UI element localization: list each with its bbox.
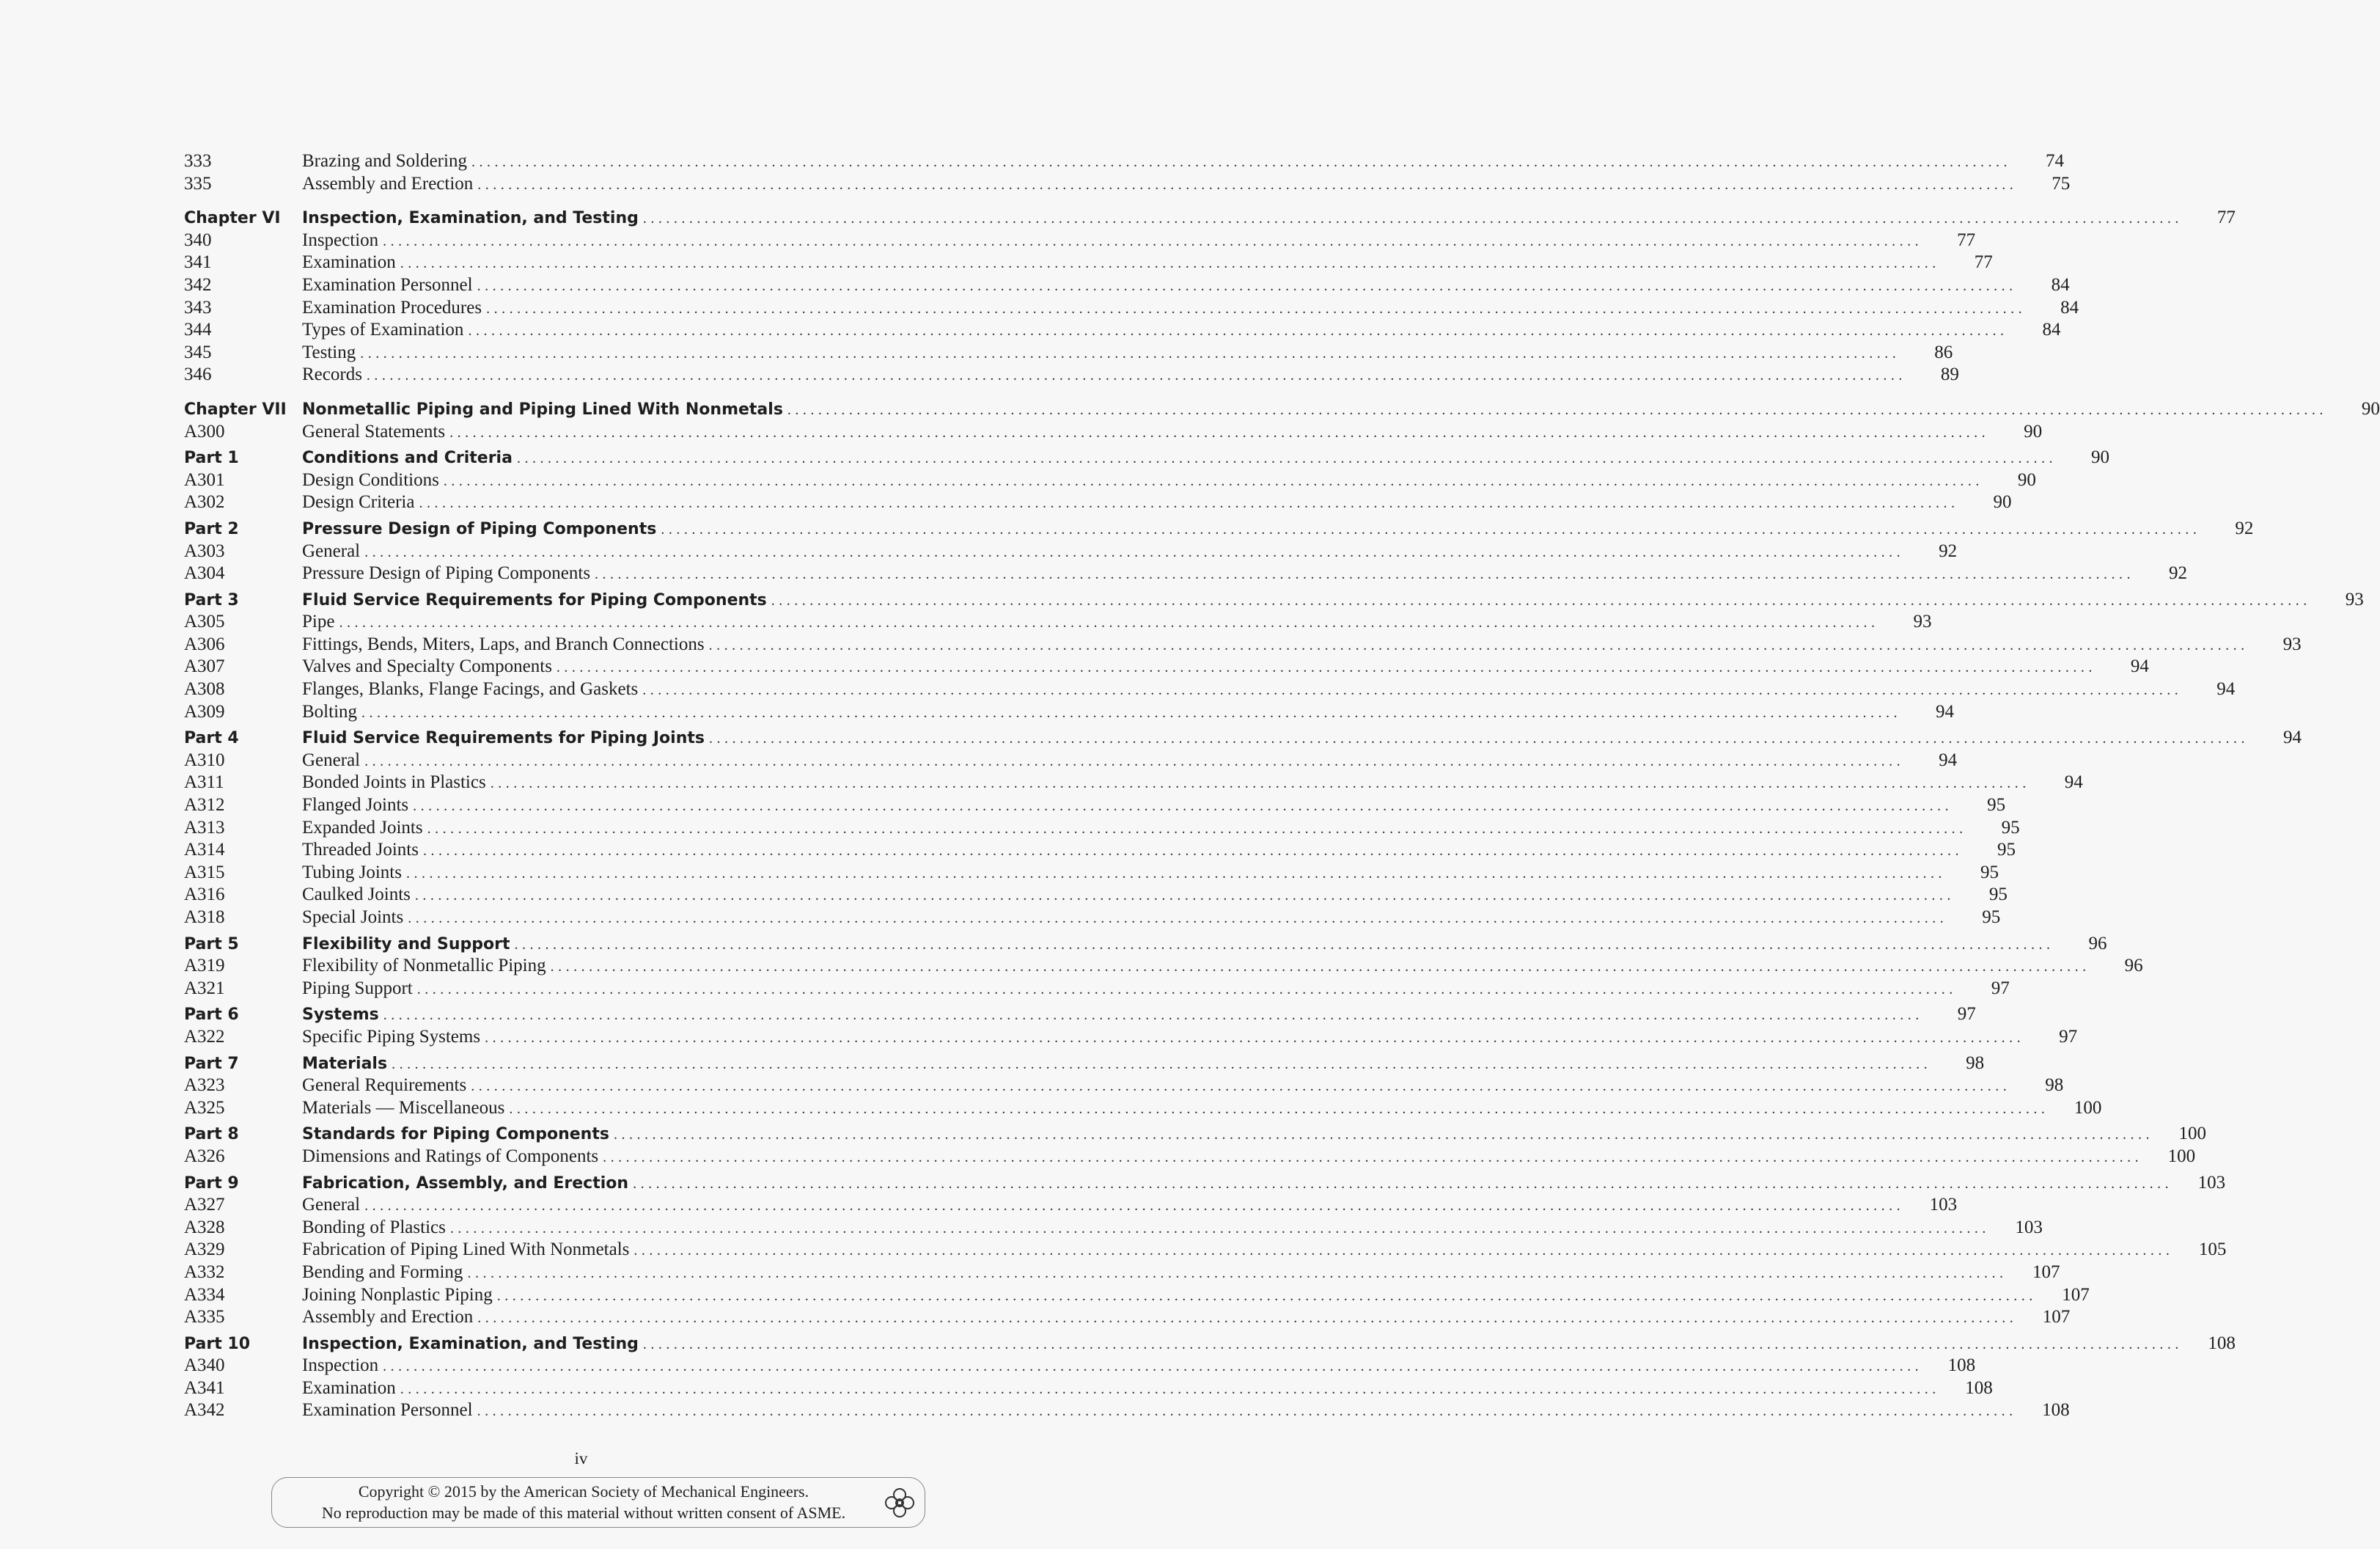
toc-entry-title: Dimensions and Ratings of Components bbox=[302, 1146, 599, 1166]
toc-entry-number: A309 bbox=[184, 701, 225, 722]
dot-leader: ........................................................................................................................................................................................................ bbox=[661, 521, 2201, 538]
toc-entry bbox=[184, 794, 2006, 817]
toc-entry-page: 108 bbox=[2042, 1400, 2070, 1421]
toc-entry-page: 93 bbox=[2282, 634, 2302, 654]
dot-leader: ........................................................................................................................................................................................................ bbox=[642, 682, 2183, 699]
toc-entry bbox=[184, 772, 2083, 794]
toc-entry-title: Records bbox=[302, 365, 362, 385]
toc-entry-title: Fabrication of Piping Lined With Nonmetals bbox=[302, 1239, 630, 1260]
toc-entry-page: 93 bbox=[2345, 589, 2364, 609]
dot-leader: ........................................................................................................................................................................................................ bbox=[471, 1078, 2011, 1095]
toc-entry-number: A329 bbox=[184, 1239, 225, 1260]
toc-entry-number: A300 bbox=[184, 421, 225, 442]
toc-entry-number: 341 bbox=[184, 252, 212, 273]
dot-leader: ........................................................................................................................................................................................................ bbox=[514, 936, 2054, 953]
toc-entry-page: 89 bbox=[1940, 365, 1959, 385]
toc-entry-title: Fluid Service Requirements for Piping Components bbox=[302, 590, 767, 609]
toc-entry bbox=[184, 319, 2061, 342]
table-of-contents bbox=[184, 150, 2380, 1422]
dot-leader: ........................................................................................................................................................................................................ bbox=[486, 300, 2027, 317]
toc-entry-number: A313 bbox=[184, 817, 225, 838]
toc-entry-page: 90 bbox=[2017, 469, 2036, 490]
dot-leader: ........................................................................................................................................................................................................ bbox=[414, 887, 1955, 904]
toc-entry-page: 95 bbox=[1997, 840, 2016, 860]
dot-leader: ........................................................................................................................................................................................................ bbox=[496, 1287, 2037, 1304]
toc-entry-page: 90 bbox=[1993, 492, 2012, 513]
toc-entry-number: 345 bbox=[184, 342, 212, 362]
dot-leader: ........................................................................................................................................................................................................ bbox=[419, 495, 1959, 512]
toc-entry-title: Bolting bbox=[302, 701, 358, 722]
toc-entry-title: Bonded Joints in Plastics bbox=[302, 772, 486, 793]
toc-entry-number: 343 bbox=[184, 297, 212, 318]
dot-leader: ........................................................................................................................................................................................................ bbox=[449, 424, 1990, 441]
toc-entry bbox=[184, 274, 2070, 297]
toc-entry-page: 86 bbox=[1934, 342, 1953, 362]
toc-entry-title: Design Criteria bbox=[302, 492, 415, 513]
toc-entry-title: Flexibility and Support bbox=[302, 934, 510, 953]
toc-entry-number: A306 bbox=[184, 634, 225, 654]
dot-leader: ........................................................................................................................................................................................................ bbox=[383, 1358, 1923, 1375]
toc-entry-number: Part 4 bbox=[184, 729, 239, 748]
dot-leader: ........................................................................................................................................................................................................ bbox=[477, 1310, 2018, 1327]
toc-entry-number: 344 bbox=[184, 320, 212, 340]
dot-leader: ........................................................................................................................................................................................................ bbox=[477, 1403, 2017, 1420]
toc-entry-page: 103 bbox=[1929, 1195, 1958, 1215]
toc-entry-number: Chapter VI bbox=[184, 209, 281, 228]
toc-entry bbox=[184, 342, 1953, 365]
toc-entry-number: Part 9 bbox=[184, 1173, 239, 1193]
toc-entry-number: A304 bbox=[184, 563, 225, 584]
toc-entry-number: Part 1 bbox=[184, 449, 239, 468]
toc-entry-title: Examination Personnel bbox=[302, 274, 473, 295]
toc-entry-page: 95 bbox=[1980, 862, 1999, 882]
toc-entry-title: Conditions and Criteria bbox=[302, 449, 513, 468]
toc-entry-title: Standards for Piping Components bbox=[302, 1125, 609, 1144]
toc-entry-number: A301 bbox=[184, 469, 225, 490]
toc-entry-page: 94 bbox=[1939, 750, 1958, 770]
toc-entry bbox=[184, 750, 1958, 772]
toc-entry-number: A311 bbox=[184, 772, 224, 793]
dot-leader: ........................................................................................................................................................................................................ bbox=[642, 1336, 2183, 1352]
toc-entry-page: 94 bbox=[2130, 656, 2149, 677]
dot-leader: ........................................................................................................................................................................................................ bbox=[550, 959, 2090, 975]
toc-entry-title: Caulked Joints bbox=[302, 885, 411, 905]
toc-entry-number: A321 bbox=[184, 978, 225, 998]
dot-leader: ........................................................................................................................................................................................................ bbox=[642, 210, 2183, 227]
toc-entry-title: Valves and Specialty Components bbox=[302, 656, 552, 677]
toc-entry-number: Part 3 bbox=[184, 590, 239, 609]
toc-entry bbox=[184, 634, 2302, 656]
toc-entry bbox=[184, 1172, 2226, 1195]
toc-entry bbox=[184, 862, 1999, 885]
toc-entry-number: 340 bbox=[184, 230, 212, 250]
toc-entry-title: Fluid Service Requirements for Piping Joints bbox=[302, 729, 705, 748]
toc-entry-number: A332 bbox=[184, 1261, 225, 1282]
toc-entry-page: 96 bbox=[2088, 933, 2107, 953]
toc-entry-number: A340 bbox=[184, 1355, 225, 1376]
dot-leader: ........................................................................................................................................................................................................ bbox=[400, 255, 1940, 272]
toc-entry-title: Inspection bbox=[302, 1355, 379, 1376]
toc-entry bbox=[184, 678, 2236, 701]
toc-entry-number: A308 bbox=[184, 679, 225, 700]
toc-entry bbox=[184, 1399, 2070, 1422]
toc-entry bbox=[184, 839, 2016, 862]
dot-leader: ........................................................................................................................................................................................................ bbox=[360, 345, 1900, 362]
copyright-line-1: Copyright © 2015 by the American Society of Mechanical Engineers. bbox=[358, 1482, 809, 1501]
toc-entry-title: Fabrication, Assembly, and Erection bbox=[302, 1173, 629, 1193]
toc-entry-number: A328 bbox=[184, 1217, 225, 1237]
dot-leader: ........................................................................................................................................................................................................ bbox=[477, 176, 2018, 193]
toc-entry bbox=[184, 252, 1993, 274]
toc-entry-page: 95 bbox=[1988, 885, 2008, 905]
toc-entry-title: Pressure Design of Piping Components bbox=[302, 563, 591, 584]
toc-entry bbox=[184, 1217, 2043, 1239]
toc-entry-title: Types of Examination bbox=[302, 320, 464, 340]
toc-entry-number: Part 5 bbox=[184, 934, 239, 953]
toc-entry bbox=[184, 1284, 2090, 1307]
dot-leader: ........................................................................................................................................................................................................ bbox=[509, 1100, 2049, 1117]
toc-entry-page: 108 bbox=[2208, 1333, 2236, 1353]
toc-entry bbox=[184, 817, 2020, 840]
dot-leader: ........................................................................................................................................................................................................ bbox=[490, 775, 2030, 792]
toc-entry-title: Inspection, Examination, and Testing bbox=[302, 209, 639, 228]
toc-entry-title: Piping Support bbox=[302, 978, 413, 998]
toc-entry-title: Systems bbox=[302, 1006, 379, 1025]
toc-entry-number: 333 bbox=[184, 151, 212, 171]
dot-leader: ........................................................................................................................................................................................................ bbox=[443, 472, 1983, 489]
toc-entry-number: Chapter VII bbox=[184, 400, 287, 419]
toc-entry-number: A326 bbox=[184, 1146, 225, 1166]
toc-entry-title: Assembly and Erection bbox=[302, 173, 474, 194]
dot-leader: ........................................................................................................................................................................................................ bbox=[468, 323, 2008, 340]
dot-leader: ........................................................................................................................................................................................................ bbox=[556, 659, 2096, 676]
copyright-line-2: No reproduction may be made of this material without written consent of ASME. bbox=[321, 1504, 846, 1522]
dot-leader: ........................................................................................................................................................................................................ bbox=[613, 1127, 2153, 1143]
toc-entry-number: Part 6 bbox=[184, 1006, 239, 1025]
toc-entry-page: 107 bbox=[2042, 1307, 2071, 1328]
toc-entry-title: Tubing Joints bbox=[302, 862, 402, 882]
toc-entry-number: 346 bbox=[184, 365, 212, 385]
toc-entry-title: Flanges, Blanks, Flange Facings, and Gaskets bbox=[302, 679, 639, 700]
toc-entry bbox=[184, 656, 2149, 678]
dot-leader: ........................................................................................................................................................................................................ bbox=[467, 1264, 2008, 1281]
toc-entry-number: A307 bbox=[184, 656, 225, 677]
toc-entry-number: Part 10 bbox=[184, 1334, 251, 1353]
toc-entry-page: 95 bbox=[1982, 907, 2001, 927]
toc-entry-title: Flexibility of Nonmetallic Piping bbox=[302, 956, 546, 976]
toc-entry bbox=[184, 491, 2012, 514]
asme-seal-icon bbox=[884, 1487, 916, 1519]
toc-entry bbox=[184, 230, 1976, 252]
toc-entry-number: A335 bbox=[184, 1307, 225, 1328]
toc-entry-title: Assembly and Erection bbox=[302, 1307, 474, 1328]
dot-leader: ........................................................................................................................................................................................................ bbox=[339, 615, 1879, 631]
toc-entry bbox=[184, 907, 2001, 929]
dot-leader: ........................................................................................................................................................................................................ bbox=[477, 277, 2017, 294]
toc-entry-page: 74 bbox=[2045, 151, 2064, 171]
page-number: iv bbox=[574, 1449, 588, 1468]
toc-entry-page: 94 bbox=[2064, 772, 2083, 793]
toc-entry-title: General Requirements bbox=[302, 1075, 467, 1096]
toc-entry-number: A305 bbox=[184, 612, 225, 632]
toc-entry bbox=[184, 727, 2302, 750]
toc-entry-page: 92 bbox=[1939, 541, 1958, 561]
toc-entry-number: Part 7 bbox=[184, 1054, 239, 1073]
toc-entry bbox=[184, 1146, 2196, 1168]
toc-entry-number: A342 bbox=[184, 1400, 225, 1421]
toc-entry-title: General bbox=[302, 750, 361, 770]
toc-entry bbox=[184, 1123, 2206, 1146]
dot-leader: ........................................................................................................................................................................................................ bbox=[364, 1198, 1905, 1215]
toc-entry-title: Specific Piping Systems bbox=[302, 1026, 481, 1047]
toc-entry-title: Examination bbox=[302, 252, 396, 273]
dot-leader: ........................................................................................................................................................................................................ bbox=[603, 1149, 2143, 1165]
dot-leader: ........................................................................................................................................................................................................ bbox=[709, 730, 2249, 747]
toc-entry-page: 90 bbox=[2090, 447, 2109, 468]
toc-entry-title: Inspection, Examination, and Testing bbox=[302, 1334, 639, 1353]
dot-leader: ........................................................................................................................................................................................................ bbox=[405, 865, 1946, 882]
toc-entry bbox=[184, 297, 2079, 320]
dot-leader: ........................................................................................................................................................................................................ bbox=[449, 1220, 1990, 1237]
toc-entry-title: Nonmetallic Piping and Piping Lined With Nonmetals bbox=[302, 400, 783, 419]
toc-entry bbox=[184, 173, 2071, 196]
toc-entry-number: A310 bbox=[184, 750, 225, 770]
dot-leader: ........................................................................................................................................................................................................ bbox=[771, 592, 2311, 609]
toc-entry-number: 342 bbox=[184, 274, 212, 295]
dot-leader: ........................................................................................................................................................................................................ bbox=[485, 1029, 2025, 1046]
toc-entry bbox=[184, 364, 1959, 387]
toc-entry bbox=[184, 701, 1955, 724]
toc-entry-title: Testing bbox=[302, 342, 356, 362]
dot-leader: ........................................................................................................................................................................................................ bbox=[392, 1055, 1932, 1072]
toc-entry-title: General Statements bbox=[302, 421, 446, 442]
toc-entry bbox=[184, 469, 2036, 492]
toc-entry-title: Flanged Joints bbox=[302, 795, 409, 816]
toc-entry bbox=[184, 1333, 2236, 1355]
toc-entry bbox=[184, 589, 2364, 612]
toc-entry-number: 335 bbox=[184, 173, 212, 194]
toc-entry bbox=[184, 1003, 1976, 1026]
toc-entry bbox=[184, 1097, 2102, 1120]
toc-entry bbox=[184, 1306, 2071, 1329]
toc-entry-page: 100 bbox=[2178, 1124, 2206, 1144]
toc-entry-title: General bbox=[302, 541, 361, 561]
dot-leader: ........................................................................................................................................................................................................ bbox=[408, 910, 1948, 926]
toc-entry bbox=[184, 1026, 2078, 1049]
toc-entry-number: A322 bbox=[184, 1026, 225, 1047]
toc-entry bbox=[184, 1194, 1958, 1217]
dot-leader: ........................................................................................................................................................................................................ bbox=[366, 367, 1906, 384]
toc-entry-page: 94 bbox=[2283, 728, 2302, 748]
toc-entry bbox=[184, 150, 2064, 173]
toc-entry bbox=[184, 207, 2236, 230]
toc-entry-title: Bending and Forming bbox=[302, 1261, 463, 1282]
copyright-notice bbox=[271, 1477, 925, 1528]
toc-entry-page: 84 bbox=[2042, 320, 2061, 340]
toc-entry-page: 103 bbox=[2015, 1217, 2043, 1237]
toc-entry-page: 103 bbox=[2197, 1172, 2226, 1193]
toc-entry-title: Threaded Joints bbox=[302, 840, 419, 860]
toc-entry-title: Bonding of Plastics bbox=[302, 1217, 446, 1237]
toc-entry-title: Inspection bbox=[302, 230, 379, 250]
toc-entry-page: 97 bbox=[2059, 1026, 2078, 1047]
toc-entry-page: 100 bbox=[2074, 1097, 2102, 1118]
toc-entry-page: 94 bbox=[2216, 679, 2236, 700]
toc-entry bbox=[184, 1355, 1976, 1377]
toc-entry bbox=[184, 611, 1932, 634]
toc-entry-title: Materials bbox=[302, 1054, 388, 1073]
toc-entry bbox=[184, 884, 2008, 907]
toc-entry-page: 98 bbox=[2045, 1075, 2064, 1096]
toc-entry bbox=[184, 1261, 2060, 1284]
dot-leader: ........................................................................................................................................................................................................ bbox=[364, 543, 1905, 560]
dot-leader: ........................................................................................................................................................................................................ bbox=[361, 704, 1902, 721]
toc-entry-page: 97 bbox=[1957, 1004, 1976, 1025]
toc-entry-number: A312 bbox=[184, 795, 225, 816]
toc-entry bbox=[184, 447, 2109, 469]
toc-entry-page: 95 bbox=[2001, 817, 2020, 838]
toc-entry-number: A314 bbox=[184, 840, 225, 860]
toc-entry-number: A319 bbox=[184, 956, 225, 976]
toc-entry-page: 100 bbox=[2167, 1146, 2196, 1166]
toc-entry-title: Examination Personnel bbox=[302, 1400, 473, 1421]
toc-entry bbox=[184, 978, 2010, 1000]
dot-leader: ........................................................................................................................................................................................................ bbox=[383, 1007, 1923, 1024]
toc-entry bbox=[184, 1074, 2064, 1097]
dot-leader: ........................................................................................................................................................................................................ bbox=[427, 820, 1967, 837]
toc-entry-title: General bbox=[302, 1195, 361, 1215]
toc-entry-title: Examination Procedures bbox=[302, 297, 482, 318]
toc-entry bbox=[184, 1052, 1985, 1075]
toc-entry-number: A334 bbox=[184, 1284, 225, 1305]
toc-entry-page: 95 bbox=[1987, 795, 2006, 816]
toc-entry bbox=[184, 421, 2043, 444]
toc-entry-page: 97 bbox=[1991, 978, 2010, 998]
toc-entry-page: 96 bbox=[2124, 956, 2143, 976]
toc-entry-page: 93 bbox=[1913, 612, 1932, 632]
toc-entry-title: Fittings, Bends, Miters, Laps, and Branch Connections bbox=[302, 634, 705, 654]
toc-entry-title: Examination bbox=[302, 1377, 396, 1398]
dot-leader: ........................................................................................................................................................................................................ bbox=[416, 981, 1957, 997]
toc-entry-page: 107 bbox=[2032, 1261, 2060, 1282]
toc-entry-page: 90 bbox=[2361, 398, 2380, 419]
toc-entry-title: Pressure Design of Piping Components bbox=[302, 519, 657, 538]
toc-entry bbox=[184, 518, 2254, 541]
toc-entry-number: A315 bbox=[184, 862, 225, 882]
dot-leader: ........................................................................................................................................................................................................ bbox=[787, 401, 2327, 418]
toc-entry-number: A341 bbox=[184, 1377, 225, 1398]
toc-entry-page: 75 bbox=[2052, 173, 2071, 194]
toc-entry-title: Expanded Joints bbox=[302, 817, 423, 838]
toc-entry-page: 108 bbox=[1947, 1355, 1976, 1376]
toc-entry-number: A327 bbox=[184, 1195, 225, 1215]
dot-leader: ........................................................................................................................................................................................................ bbox=[383, 232, 1923, 249]
toc-entry-page: 77 bbox=[1957, 230, 1976, 250]
toc-entry-page: 84 bbox=[2051, 274, 2070, 295]
toc-entry bbox=[184, 1239, 2227, 1261]
toc-entry-page: 108 bbox=[1965, 1377, 1993, 1398]
toc-entry-number: A325 bbox=[184, 1097, 225, 1118]
toc-entry-number: A323 bbox=[184, 1075, 225, 1096]
toc-entry-number: Part 8 bbox=[184, 1125, 239, 1144]
toc-entry-page: 98 bbox=[1966, 1052, 1985, 1073]
dot-leader: ........................................................................................................................................................................................................ bbox=[471, 154, 2011, 170]
toc-entry-title: Brazing and Soldering bbox=[302, 151, 467, 171]
toc-entry-page: 92 bbox=[2235, 518, 2254, 538]
dot-leader: ........................................................................................................................................................................................................ bbox=[708, 637, 2249, 653]
toc-entry-title: Materials — Miscellaneous bbox=[302, 1097, 505, 1118]
toc-entry-page: 84 bbox=[2060, 297, 2079, 318]
toc-entry-page: 94 bbox=[1936, 701, 1955, 722]
toc-entry bbox=[184, 1377, 1993, 1400]
toc-entry-number: A318 bbox=[184, 907, 225, 927]
toc-entry bbox=[184, 541, 1958, 563]
dot-leader: ........................................................................................................................................................................................................ bbox=[516, 450, 2057, 467]
dot-leader: ........................................................................................................................................................................................................ bbox=[633, 1242, 2174, 1259]
toc-entry-page: 105 bbox=[2198, 1239, 2227, 1260]
toc-entry bbox=[184, 398, 2380, 421]
toc-entry-page: 77 bbox=[1974, 252, 1993, 273]
toc-entry-page: 107 bbox=[2062, 1284, 2090, 1305]
toc-entry-title: Special Joints bbox=[302, 907, 404, 927]
toc-entry-number: A302 bbox=[184, 492, 225, 513]
dot-leader: ........................................................................................................................................................................................................ bbox=[413, 798, 1953, 815]
toc-entry-title: Design Conditions bbox=[302, 469, 439, 490]
toc-entry-page: 90 bbox=[2024, 421, 2043, 442]
dot-leader: ........................................................................................................................................................................................................ bbox=[633, 1175, 2173, 1192]
toc-entry bbox=[184, 933, 2107, 956]
toc-entry bbox=[184, 563, 2188, 585]
toc-entry-title: Pipe bbox=[302, 612, 335, 632]
dot-leader: ........................................................................................................................................................................................................ bbox=[400, 1380, 1940, 1397]
toc-entry bbox=[184, 955, 2143, 978]
toc-entry-number: Part 2 bbox=[184, 519, 239, 538]
toc-entry-title: Joining Nonplastic Piping bbox=[302, 1284, 493, 1305]
toc-entry-page: 92 bbox=[2169, 563, 2188, 584]
toc-entry-page: 77 bbox=[2216, 208, 2236, 228]
dot-leader: ........................................................................................................................................................................................................ bbox=[595, 566, 2135, 583]
dot-leader: ........................................................................................................................................................................................................ bbox=[364, 752, 1905, 769]
toc-entry-number: A316 bbox=[184, 885, 225, 905]
toc-entry-number: A303 bbox=[184, 541, 225, 561]
dot-leader: ........................................................................................................................................................................................................ bbox=[422, 843, 1963, 860]
